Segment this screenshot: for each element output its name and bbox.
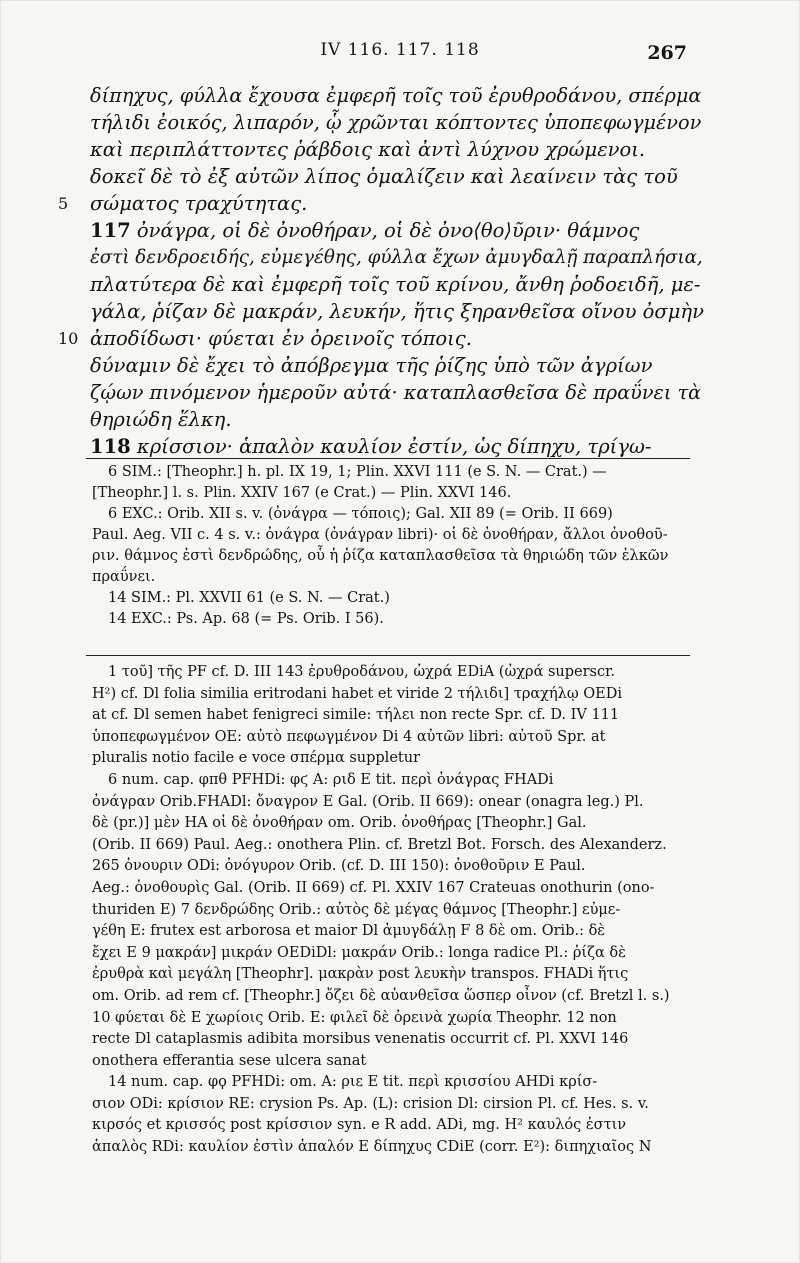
main-text-line <box>58 433 708 460</box>
testimonia-line: [Theophr.] l. s. Plin. XXIV 167 (e Crat.) — Plin. XXVI 146. <box>92 485 512 501</box>
main-text-line <box>58 190 708 217</box>
line-text: δύναμιν δὲ ἔχει τὸ ἀπόβρεγμα τῆς ῥίζης ὑπὸ τῶν ἀγρίων <box>90 354 653 377</box>
testimonia-line: 14 SIM.: Pl. XXVII 61 (e S. N. — Crat.) <box>108 590 390 606</box>
apparatus-line: ἔχει E 9 μακράν] μικράν OEDiDl: μακράν Orib.: longa radice Pl.: ῥίζα δὲ <box>92 944 626 961</box>
testimonia-line: 6 EXC.: Orib. XII s. v. (ὀνάγρα — τόποις); Gal. XII 89 (= Orib. II 669) <box>108 506 613 522</box>
line-text: πλατύτερα δὲ καὶ ἐμφερῆ τοῖς τοῦ κρίνου, ἄνθη ῥοδοειδῆ, με- <box>90 273 701 296</box>
line-text: ὀνάγρα, οἱ δὲ ὀνοθήραν, οἱ δὲ ὀνο⟨θο⟩ῦριν· θάμνος <box>130 219 640 242</box>
apparatus-line: γέθη E: frutex est arborosa et maior Dl ἀμυγδάλῃ F 8 δὲ om. Orib.: δὲ <box>92 923 606 940</box>
main-text-line <box>58 163 708 190</box>
main-text-line <box>58 82 708 109</box>
apparatus-line: (Orib. II 669) Paul. Aeg.: onothera Plin. cf. Bretzl Bot. Forsch. des Alexanderz. <box>92 836 667 853</box>
apparatus-line: 10 φύεται δὲ E χωρίοις Orib. E: φιλεῖ δὲ ὀρεινὰ χωρία Theophr. 12 non <box>92 1009 617 1026</box>
line-text: θηριώδη ἕλκη. <box>90 408 232 431</box>
apparatus-line: δὲ (pr.)] μὲν HA οἱ δὲ ὀνοθήραν om. Orib. ὀνοθήρας [Theophr.] Gal. <box>92 815 587 832</box>
testimonia-line: Paul. Aeg. VII c. 4 s. v.: ὀνάγρα (ὀνάγραν libri)· οἱ δὲ ὀνοθήραν, ἄλλοι ὀνοθοῦ- <box>92 527 668 543</box>
chapter-number: 118 <box>90 435 131 458</box>
critical-apparatus-rule <box>86 655 690 656</box>
line-text: δίπηχυς, φύλλα ἔχουσα ἐμφερῆ τοῖς τοῦ ἐρυθροδάνου, σπέρμα <box>90 84 702 107</box>
main-text-line <box>58 109 708 136</box>
main-text-line <box>58 298 708 325</box>
testimonia-line: 6 SIM.: [Theophr.] h. pl. IX 19, 1; Plin. XXVI 111 (e S. N. — Crat.) — <box>108 464 607 480</box>
apparatus-line: Aeg.: ὀνοθουρὶς Gal. (Orib. II 669) cf. Pl. XXIV 167 Crateuas onothurin (ono- <box>92 879 655 896</box>
testimonia-line: 14 EXC.: Ps. Ap. 68 (= Ps. Orib. I 56). <box>108 611 384 627</box>
apparatus-line: onothera efferantia sese ulcera sanat <box>92 1052 367 1069</box>
line-text: σώματος τραχύτητας. <box>90 192 308 215</box>
line-text: ἐστὶ δενδροειδής, εὐμεγέθης, φύλλα ἔχων ἀμυγδαλῇ παραπλήσια, <box>90 247 703 268</box>
apparatus-line: κιρσός et κρισσός post κρίσσιον syn. e R add. ADi, mg. H² καυλός ἐστιν <box>92 1117 627 1134</box>
apparatus-line: pluralis notio facile e voce σπέρμα suppletur <box>92 750 420 767</box>
testimonia-rule <box>86 458 690 459</box>
main-text-line <box>58 244 708 271</box>
line-text: γάλα, ῥίζαν δὲ μακράν, λευκήν, ἥτις ξηρανθεῖσα οἴνου ὀσμὴν <box>90 300 704 323</box>
line-text: ζῴων πινόμενον ἡμεροῦν αὐτά· καταπλασθεῖσα δὲ πραΰνει τὰ <box>90 381 702 404</box>
apparatus-line: 1 τοῦ] τῆς PF cf. D. III 143 ἐρυθροδάνου, ὠχρά EDiA (ὠχρά superscr. <box>108 664 616 680</box>
apparatus-line: ὑποπεφωγμένον OE: αὐτὸ πεφωγμένον Di 4 αὐτῶν libri: αὐτοῦ Spr. at <box>92 728 606 745</box>
main-text-line <box>58 136 708 163</box>
running-head: IV 116. 117. 118 <box>320 40 480 60</box>
apparatus-line: ἁπαλὸς RDi: καυλίον ἐστὶν ἁπαλόν E δίπηχυς CDiE (corr. E²): διπηχιαῖος N <box>92 1139 652 1156</box>
apparatus-line: 14 num. cap. φϙ PFHDi: om. A: ριε E tit. περὶ κρισσίου AHDi κρίσ- <box>108 1074 598 1091</box>
main-text-line <box>58 217 708 244</box>
line-text: ἀποδίδωσι· φύεται ἐν ὀρεινοῖς τόποις. <box>90 327 472 350</box>
apparatus-line: 6 num. cap. φπθ PFHDi: φϛ A: ριδ E tit. περὶ ὀνάγρας FHADi <box>108 771 554 788</box>
testimonia-line: πραΰνει. <box>92 569 156 585</box>
apparatus-line: thuriden E) 7 δενδρώδης Orib.: αὐτὸς δὲ μέγας θάμνος [Theophr.] εὐμε- <box>92 901 621 918</box>
apparatus-line: ὀνάγραν Orib.FHADl: ὄναγρον E Gal. (Orib. II 669): onear (onagra leg.) Pl. <box>92 793 644 810</box>
page-number: 267 <box>647 42 687 64</box>
line-text: δοκεῖ δὲ τὸ ἐξ αὐτῶν λίπος ὁμαλίζειν καὶ λεαίνειν τὰς τοῦ <box>90 165 678 188</box>
apparatus-line: om. Orib. ad rem cf. [Theophr.] ὄζει δὲ αὐανθεῖσα ὥσπερ οἶνον (cf. Bretzl l. s.) <box>92 987 670 1004</box>
critical-apparatus <box>92 662 704 1159</box>
testimonia-line: ριν. θάμνος ἐστὶ δενδρώδης, οὗ ἡ ῥίζα καταπλασθεῖσα τὰ θηριώδη τῶν ἑλκῶν <box>92 548 669 564</box>
main-text-line <box>58 271 708 298</box>
line-text: καὶ περιπλάττοντες ῥάβδοις καὶ ἀντὶ λύχνου χρώμενοι. <box>90 138 646 161</box>
main-text-line <box>58 325 708 352</box>
line-number: 10 <box>58 329 79 348</box>
main-text-line <box>58 379 708 406</box>
line-text: τήλιδι ἐοικός, λιπαρόν, ᾧ χρῶνται κόπτοντες ὑποπεφωγμένον <box>90 111 702 134</box>
main-text-line <box>58 406 708 433</box>
main-text <box>58 82 708 460</box>
apparatus-line: at cf. Dl semen habet fenigreci simile: τήλει non recte Spr. cf. D. IV 111 <box>92 707 620 724</box>
testimonia-apparatus <box>92 462 704 630</box>
apparatus-line: H²) cf. Dl folia similia eritrodani habet et viride 2 τήλιδι] τραχήλῳ OEDi <box>92 685 622 702</box>
line-text: κρίσσιον· ἁπαλὸν καυλίον ἐστίν, ὡς δίπηχυ, τρίγω- <box>130 435 652 458</box>
main-text-line <box>58 352 708 379</box>
apparatus-line: ἐρυθρὰ καὶ μεγάλη [Theophr]. μακρὰν post λευκὴν transpos. FHADi ἥτις <box>92 966 629 983</box>
chapter-number: 117 <box>90 219 131 242</box>
page-header <box>0 40 800 70</box>
line-number: 5 <box>58 194 69 213</box>
apparatus-line: 265 ὀνουριν ODi: ὀνόγυρον Orib. (cf. D. III 150): ὀνοθοῦριν E Paul. <box>92 858 586 875</box>
apparatus-line: recte Dl cataplasmis adibita morsibus venenatis occurrit cf. Pl. XXVI 146 <box>92 1031 629 1048</box>
apparatus-line: σιον ODi: κρίσιον RE: crysion Ps. Ap. (L): crision Dl: cirsion Pl. cf. Hes. s. v. <box>92 1095 649 1112</box>
